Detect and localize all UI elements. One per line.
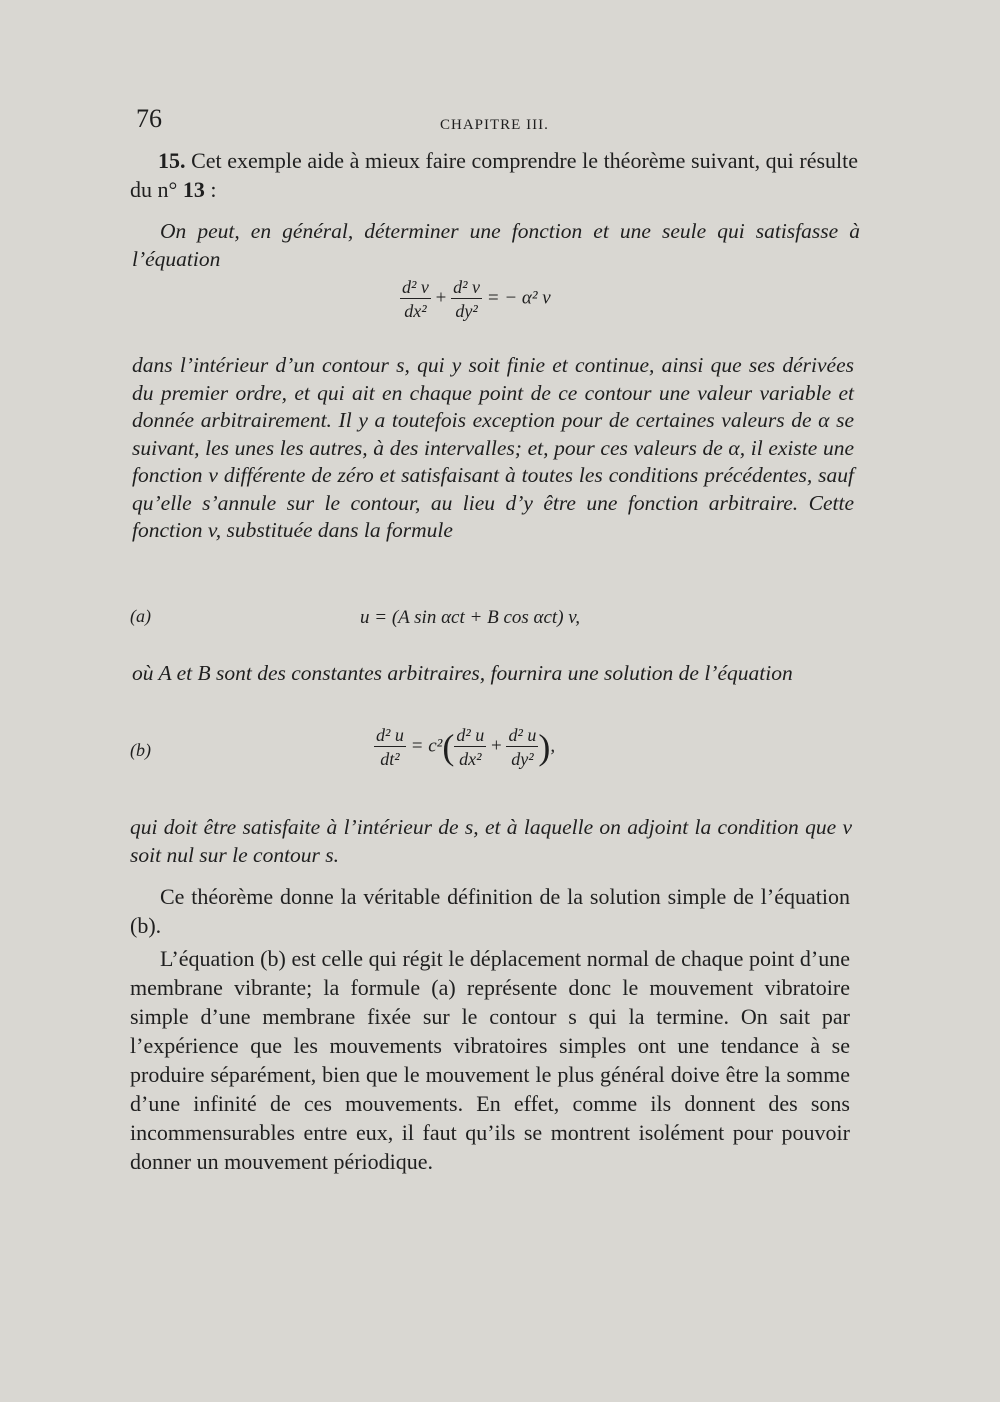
fraction-d2v-dx2: $\frac{\text{d² v}}{\text{dx²}}$ bbox=[402, 277, 429, 321]
equation-b bbox=[374, 726, 555, 768]
equation-1 bbox=[400, 278, 551, 320]
equation-label-a: (a) bbox=[130, 606, 151, 626]
theorem-intro: On peut, en général, déterminer une fonction et une seule qui satisfasse à l’équation bbox=[132, 219, 860, 271]
chapter-header: CHAPITRE III. bbox=[440, 117, 549, 133]
fraction-d2u-dx2: $\frac{\text{d² u}}{\text{dx²}}$ bbox=[456, 725, 485, 769]
comma: , bbox=[550, 735, 556, 757]
fraction-d2u-dt2: $\frac{\text{d² u}}{\text{dt²}}$ bbox=[376, 725, 404, 769]
plus-sign: + bbox=[491, 735, 502, 757]
paragraph-15 bbox=[130, 146, 858, 204]
paragraph-membrane: L’équation (b) est celle qui régit le déplacement normal de chaque point d’une membrane vibrante; la formule (a) représente donc le mouvement vibratoire simple d’une membrane fixée sur le contour s qui la termine. On sait par l’expérience que les mouvements vibratoires simples ont une tendance à se produire séparément, bien que le mouvement le plus général doive être la somme d’une infinité de ces mouvements. En effet, comme ils donnent des sons incommensurables entre eux, il faut qu’ils se montrent isolément pour pouvoir donner un mouvement périodique. bbox=[130, 946, 850, 1174]
equation-a: u = (A sin αct + B cos αct) v, bbox=[360, 607, 581, 628]
text-after-b: qui doit être satisfaite à l’intérieur de s, et à laquelle on adjoint la condition que v soit nul sur le contour s. bbox=[130, 815, 852, 867]
equals-c2: = c² bbox=[410, 735, 443, 757]
plus-sign: + bbox=[435, 287, 447, 309]
section-number: 15. bbox=[158, 148, 186, 173]
page-number: 76 bbox=[136, 104, 162, 133]
right-paren: ) bbox=[538, 727, 551, 767]
fraction-d2u-dy2: $\frac{\text{d² u}}{\text{dy²}}$ bbox=[508, 725, 537, 769]
theorem-body: dans l’intérieur d’un contour s, qui y soit finie et continue, ainsi que ses dérivées du premier ordre, et qui ait en chaque point de ce contour une valeur variable et donnée arbitrairement. Il y a toutefois exception pour de certaines valeurs de α se suivant, les unes les autres, à des intervalles; et, pour ces valeurs de α, il existe une fonction v différente de zéro et satisfaisant à toutes les conditions précédentes, sauf qu’elle s’annule sur le contour, au lieu d’y être une fonction arbitraire. Cette fonction v, substituée dans la formule bbox=[132, 353, 854, 542]
equation-label-b: (b) bbox=[130, 740, 151, 760]
colon: : bbox=[204, 177, 217, 202]
left-paren: ( bbox=[442, 727, 455, 767]
fraction-d2v-dy2: $\frac{\text{d² v}}{\text{dy²}}$ bbox=[453, 277, 480, 321]
section-reference: 13 bbox=[182, 177, 205, 202]
paragraph-definition: Ce théorème donne la véritable définition de la solution simple de l’équation (b). bbox=[130, 884, 850, 938]
equation-rhs: = − α² v bbox=[486, 287, 551, 309]
text-after-a: où A et B sont des constantes arbitraires, fournira une solution de l’équation bbox=[132, 661, 793, 685]
paragraph-15-text: Cet exemple aide à mieux faire comprendre le théorème suivant, qui résulte du n° bbox=[130, 148, 859, 202]
